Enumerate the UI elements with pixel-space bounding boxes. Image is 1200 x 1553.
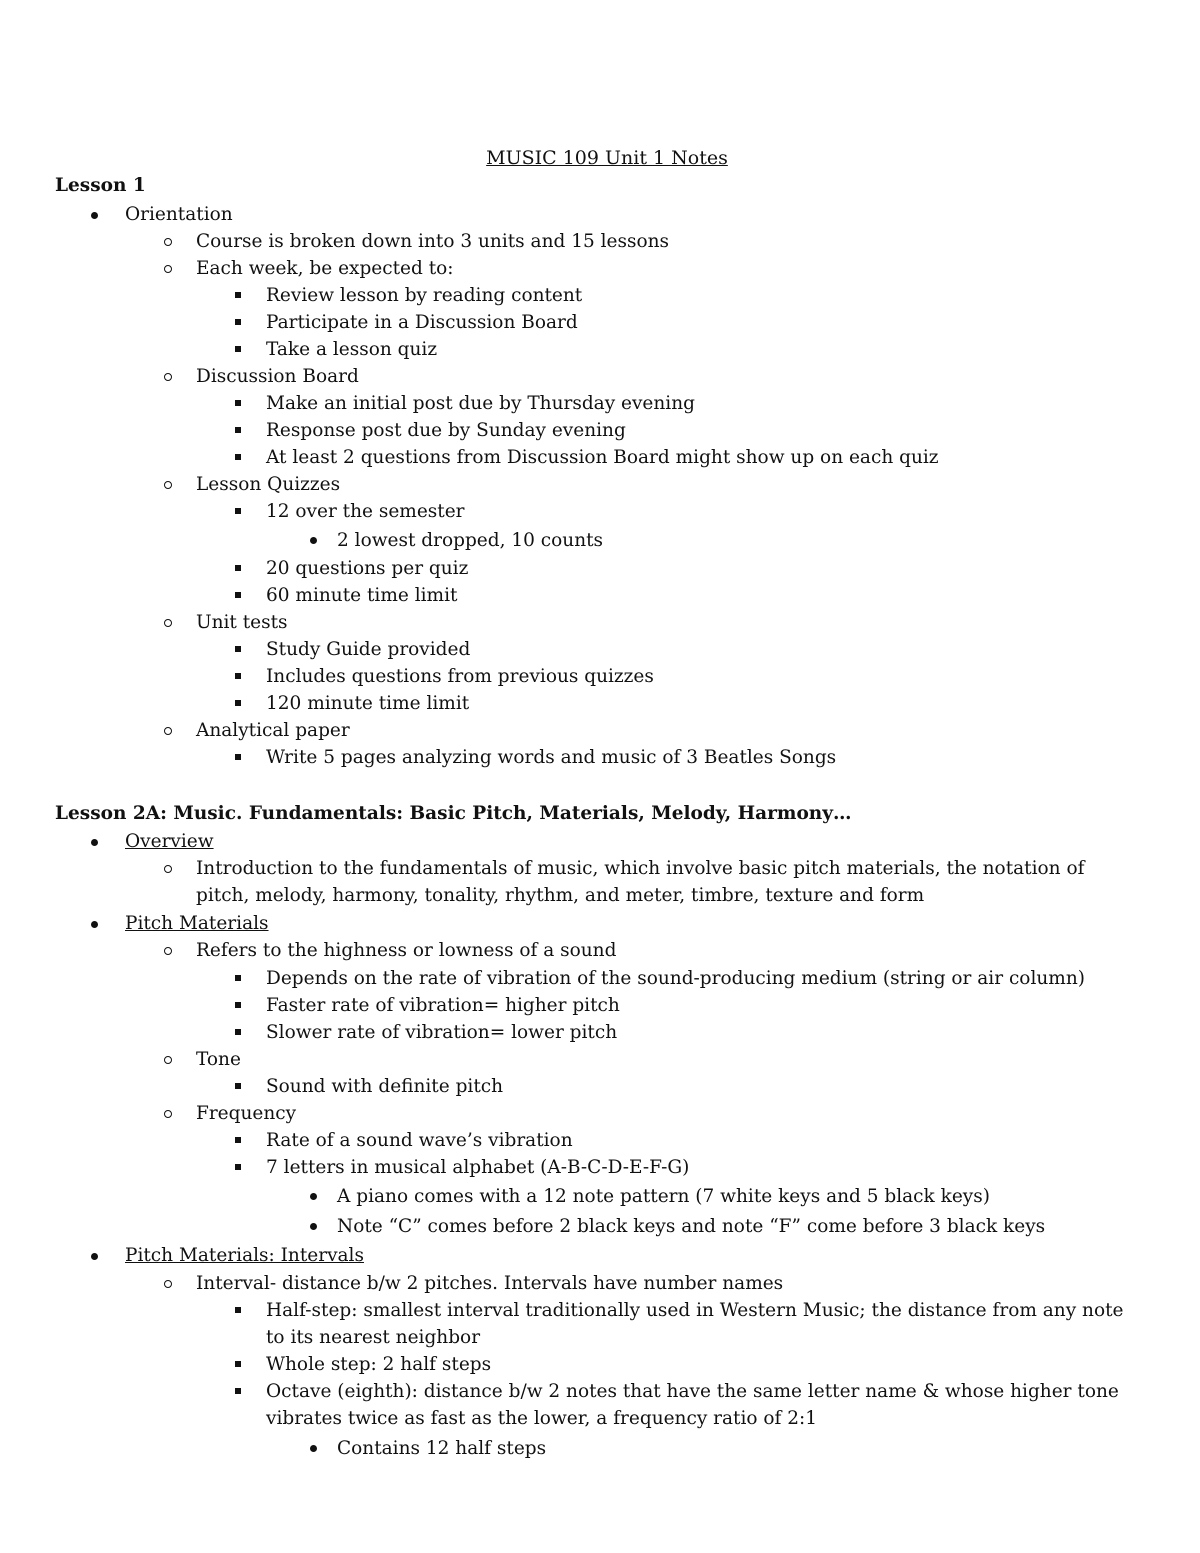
bullet-circle xyxy=(164,1110,172,1118)
bullet-square xyxy=(235,975,241,981)
note-c-item: Note “C” comes before 2 black keys and note “F” come before 3 black keys xyxy=(337,1216,1046,1237)
contains-item: Contains 12 half steps xyxy=(337,1438,547,1459)
lesson-2a-heading: Lesson 2A: Music. Fundamentals: Basic Pitch, Materials, Melody, Harmony… xyxy=(55,803,852,824)
discussion-board-item: Discussion Board xyxy=(196,366,359,387)
bullet-square xyxy=(235,427,241,433)
bullet-circle xyxy=(164,1280,172,1288)
bullet-circle xyxy=(164,481,172,489)
octave-line-1: Octave (eighth): distance b/w 2 notes that have the same letter name & whose higher tone xyxy=(266,1381,1119,1402)
overview-item: Overview xyxy=(125,831,214,852)
study-guide-item: Study Guide provided xyxy=(266,639,471,660)
bullet-dot xyxy=(91,921,98,928)
lesson-1-heading: Lesson 1 xyxy=(55,175,146,196)
bullet-square xyxy=(235,1137,241,1143)
bullet-square xyxy=(235,400,241,406)
intro-line-2: pitch, melody, harmony, tonality, rhythm, and meter, timbre, texture and form xyxy=(196,885,925,906)
intro-line-1: Introduction to the fundamentals of music, which involve basic pitch materials, the notation of xyxy=(196,858,1085,879)
bullet-dot xyxy=(310,537,317,544)
slower-item: Slower rate of vibration= lower pitch xyxy=(266,1022,618,1043)
sixty-minute-item: 60 minute time limit xyxy=(266,585,458,606)
bullet-square xyxy=(235,1164,241,1170)
bullet-circle xyxy=(164,947,172,955)
includes-questions-item: Includes questions from previous quizzes xyxy=(266,666,654,687)
lowest-dropped-item: 2 lowest dropped, 10 counts xyxy=(337,530,604,551)
faster-item: Faster rate of vibration= higher pitch xyxy=(266,995,620,1016)
bullet-square xyxy=(235,454,241,460)
rate-wave-item: Rate of a sound wave’s vibration xyxy=(266,1130,573,1151)
refers-item: Refers to the highness or lowness of a sound xyxy=(196,940,617,961)
bullet-square xyxy=(235,1307,241,1313)
bullet-circle xyxy=(164,373,172,381)
bullet-square xyxy=(235,1029,241,1035)
depends-item: Depends on the rate of vibration of the sound-producing medium (string or air column) xyxy=(266,968,1085,989)
bullet-circle xyxy=(164,865,172,873)
half-step-line-1: Half-step: smallest interval traditionally used in Western Music; the distance from any note xyxy=(266,1300,1124,1321)
octave-line-2: vibrates twice as fast as the lower, a frequency ratio of 2:1 xyxy=(266,1408,818,1429)
pitch-intervals-item: Pitch Materials: Intervals xyxy=(125,1245,364,1266)
bullet-square xyxy=(235,1083,241,1089)
at-least-item: At least 2 questions from Discussion Board might show up on each quiz xyxy=(266,447,939,468)
piano-item: A piano comes with a 12 note pattern (7 white keys and 5 black keys) xyxy=(337,1186,990,1207)
bullet-circle xyxy=(164,238,172,246)
participate-item: Participate in a Discussion Board xyxy=(266,312,578,333)
bullet-square xyxy=(235,1002,241,1008)
review-item: Review lesson by reading content xyxy=(266,285,583,306)
initial-post-item: Make an initial post due by Thursday evening xyxy=(266,393,695,414)
bullet-square xyxy=(235,754,241,760)
write-pages-item: Write 5 pages analyzing words and music of 3 Beatles Songs xyxy=(266,747,837,768)
sound-definite-item: Sound with definite pitch xyxy=(266,1076,504,1097)
analytical-paper-item: Analytical paper xyxy=(196,720,350,741)
page-title: MUSIC 109 Unit 1 Notes xyxy=(486,147,728,169)
seven-letters-item: 7 letters in musical alphabet (A-B-C-D-E-F-G) xyxy=(266,1157,690,1178)
bullet-square xyxy=(235,292,241,298)
bullet-square xyxy=(235,673,241,679)
bullet-dot xyxy=(91,839,98,846)
pitch-materials-item: Pitch Materials xyxy=(125,913,269,934)
bullet-square xyxy=(235,1361,241,1367)
interval-def-item: Interval- distance b/w 2 pitches. Intervals have number names xyxy=(196,1273,784,1294)
bullet-circle xyxy=(164,265,172,273)
twenty-questions-item: 20 questions per quiz xyxy=(266,558,469,579)
orientation-item: Orientation xyxy=(125,204,233,225)
bullet-square xyxy=(235,700,241,706)
bullet-circle xyxy=(164,727,172,735)
bullet-square xyxy=(235,646,241,652)
bullet-dot xyxy=(310,1193,317,1200)
bullet-square xyxy=(235,565,241,571)
unit-tests-item: Unit tests xyxy=(196,612,288,633)
bullet-dot xyxy=(91,1253,98,1260)
each-week-item: Each week, be expected to: xyxy=(196,258,454,279)
whole-step-item: Whole step: 2 half steps xyxy=(266,1354,492,1375)
course-item: Course is broken down into 3 units and 15 lessons xyxy=(196,231,670,252)
bullet-circle xyxy=(164,619,172,627)
half-step-line-2: to its nearest neighbor xyxy=(266,1327,481,1348)
bullet-square xyxy=(235,319,241,325)
response-post-item: Response post due by Sunday evening xyxy=(266,420,626,441)
frequency-item: Frequency xyxy=(196,1103,297,1124)
take-quiz-item: Take a lesson quiz xyxy=(266,339,438,360)
lesson-quizzes-item: Lesson Quizzes xyxy=(196,474,341,495)
bullet-square xyxy=(235,508,241,514)
bullet-dot xyxy=(310,1445,317,1452)
bullet-circle xyxy=(164,1056,172,1064)
bullet-dot xyxy=(91,212,98,219)
bullet-square xyxy=(235,346,241,352)
twelve-over-item: 12 over the semester xyxy=(266,501,465,522)
bullet-square xyxy=(235,592,241,598)
bullet-dot xyxy=(310,1223,317,1230)
tone-item: Tone xyxy=(196,1049,241,1070)
bullet-square xyxy=(235,1388,241,1394)
one-twenty-item: 120 minute time limit xyxy=(266,693,470,714)
